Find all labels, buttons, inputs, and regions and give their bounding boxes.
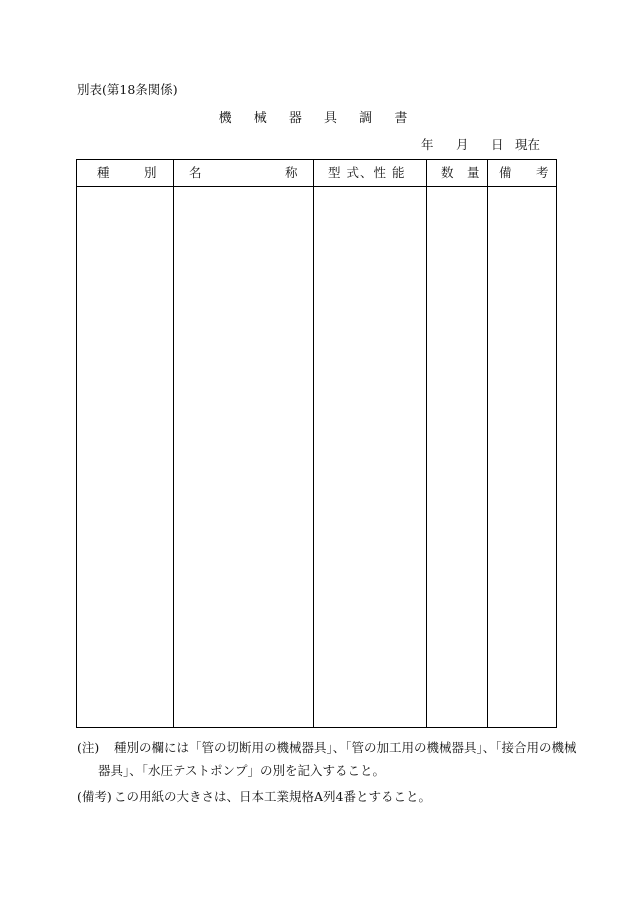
note-line-1	[77, 741, 577, 755]
date-month-label: 月	[456, 137, 469, 152]
remark-line	[77, 790, 431, 804]
equipment-table	[76, 159, 557, 728]
column-divider	[173, 160, 174, 727]
header-kind-left: 種	[97, 165, 110, 180]
header-quantity-left: 数	[441, 165, 454, 180]
date-day-label: 日	[491, 137, 504, 152]
header-remarks-left: 備	[499, 165, 512, 180]
note-label: (注)	[77, 740, 100, 755]
document-title: 機 械 器 具 調 書	[218, 111, 417, 126]
header-remarks-right: 考	[536, 165, 549, 180]
header-kind-right: 別	[144, 165, 157, 180]
header-name-left: 名	[189, 165, 202, 180]
date-as-of-label: 現在	[515, 137, 541, 152]
header-quantity-right: 量	[467, 165, 480, 180]
column-divider	[487, 160, 488, 727]
note-text-2: 器具」、「水圧テストポンプ」の別を記入すること。	[98, 763, 386, 778]
column-divider	[426, 160, 427, 727]
remark-label: (備考)	[77, 789, 112, 804]
header-name-right: 称	[285, 165, 298, 180]
remark-text: この用紙の大きさは、日本工業規格A列4番とすること。	[114, 789, 431, 804]
date-year-label: 年	[421, 137, 434, 152]
note-text-1: 種別の欄には「管の切断用の機械器具」、「管の加工用の機械器具」、「接合用の機械	[114, 740, 577, 755]
table-header-row	[77, 160, 556, 187]
annex-label: 別表(第18条関係)	[77, 82, 178, 97]
header-model-performance: 型 式、性 能	[328, 165, 406, 180]
column-divider	[313, 160, 314, 727]
